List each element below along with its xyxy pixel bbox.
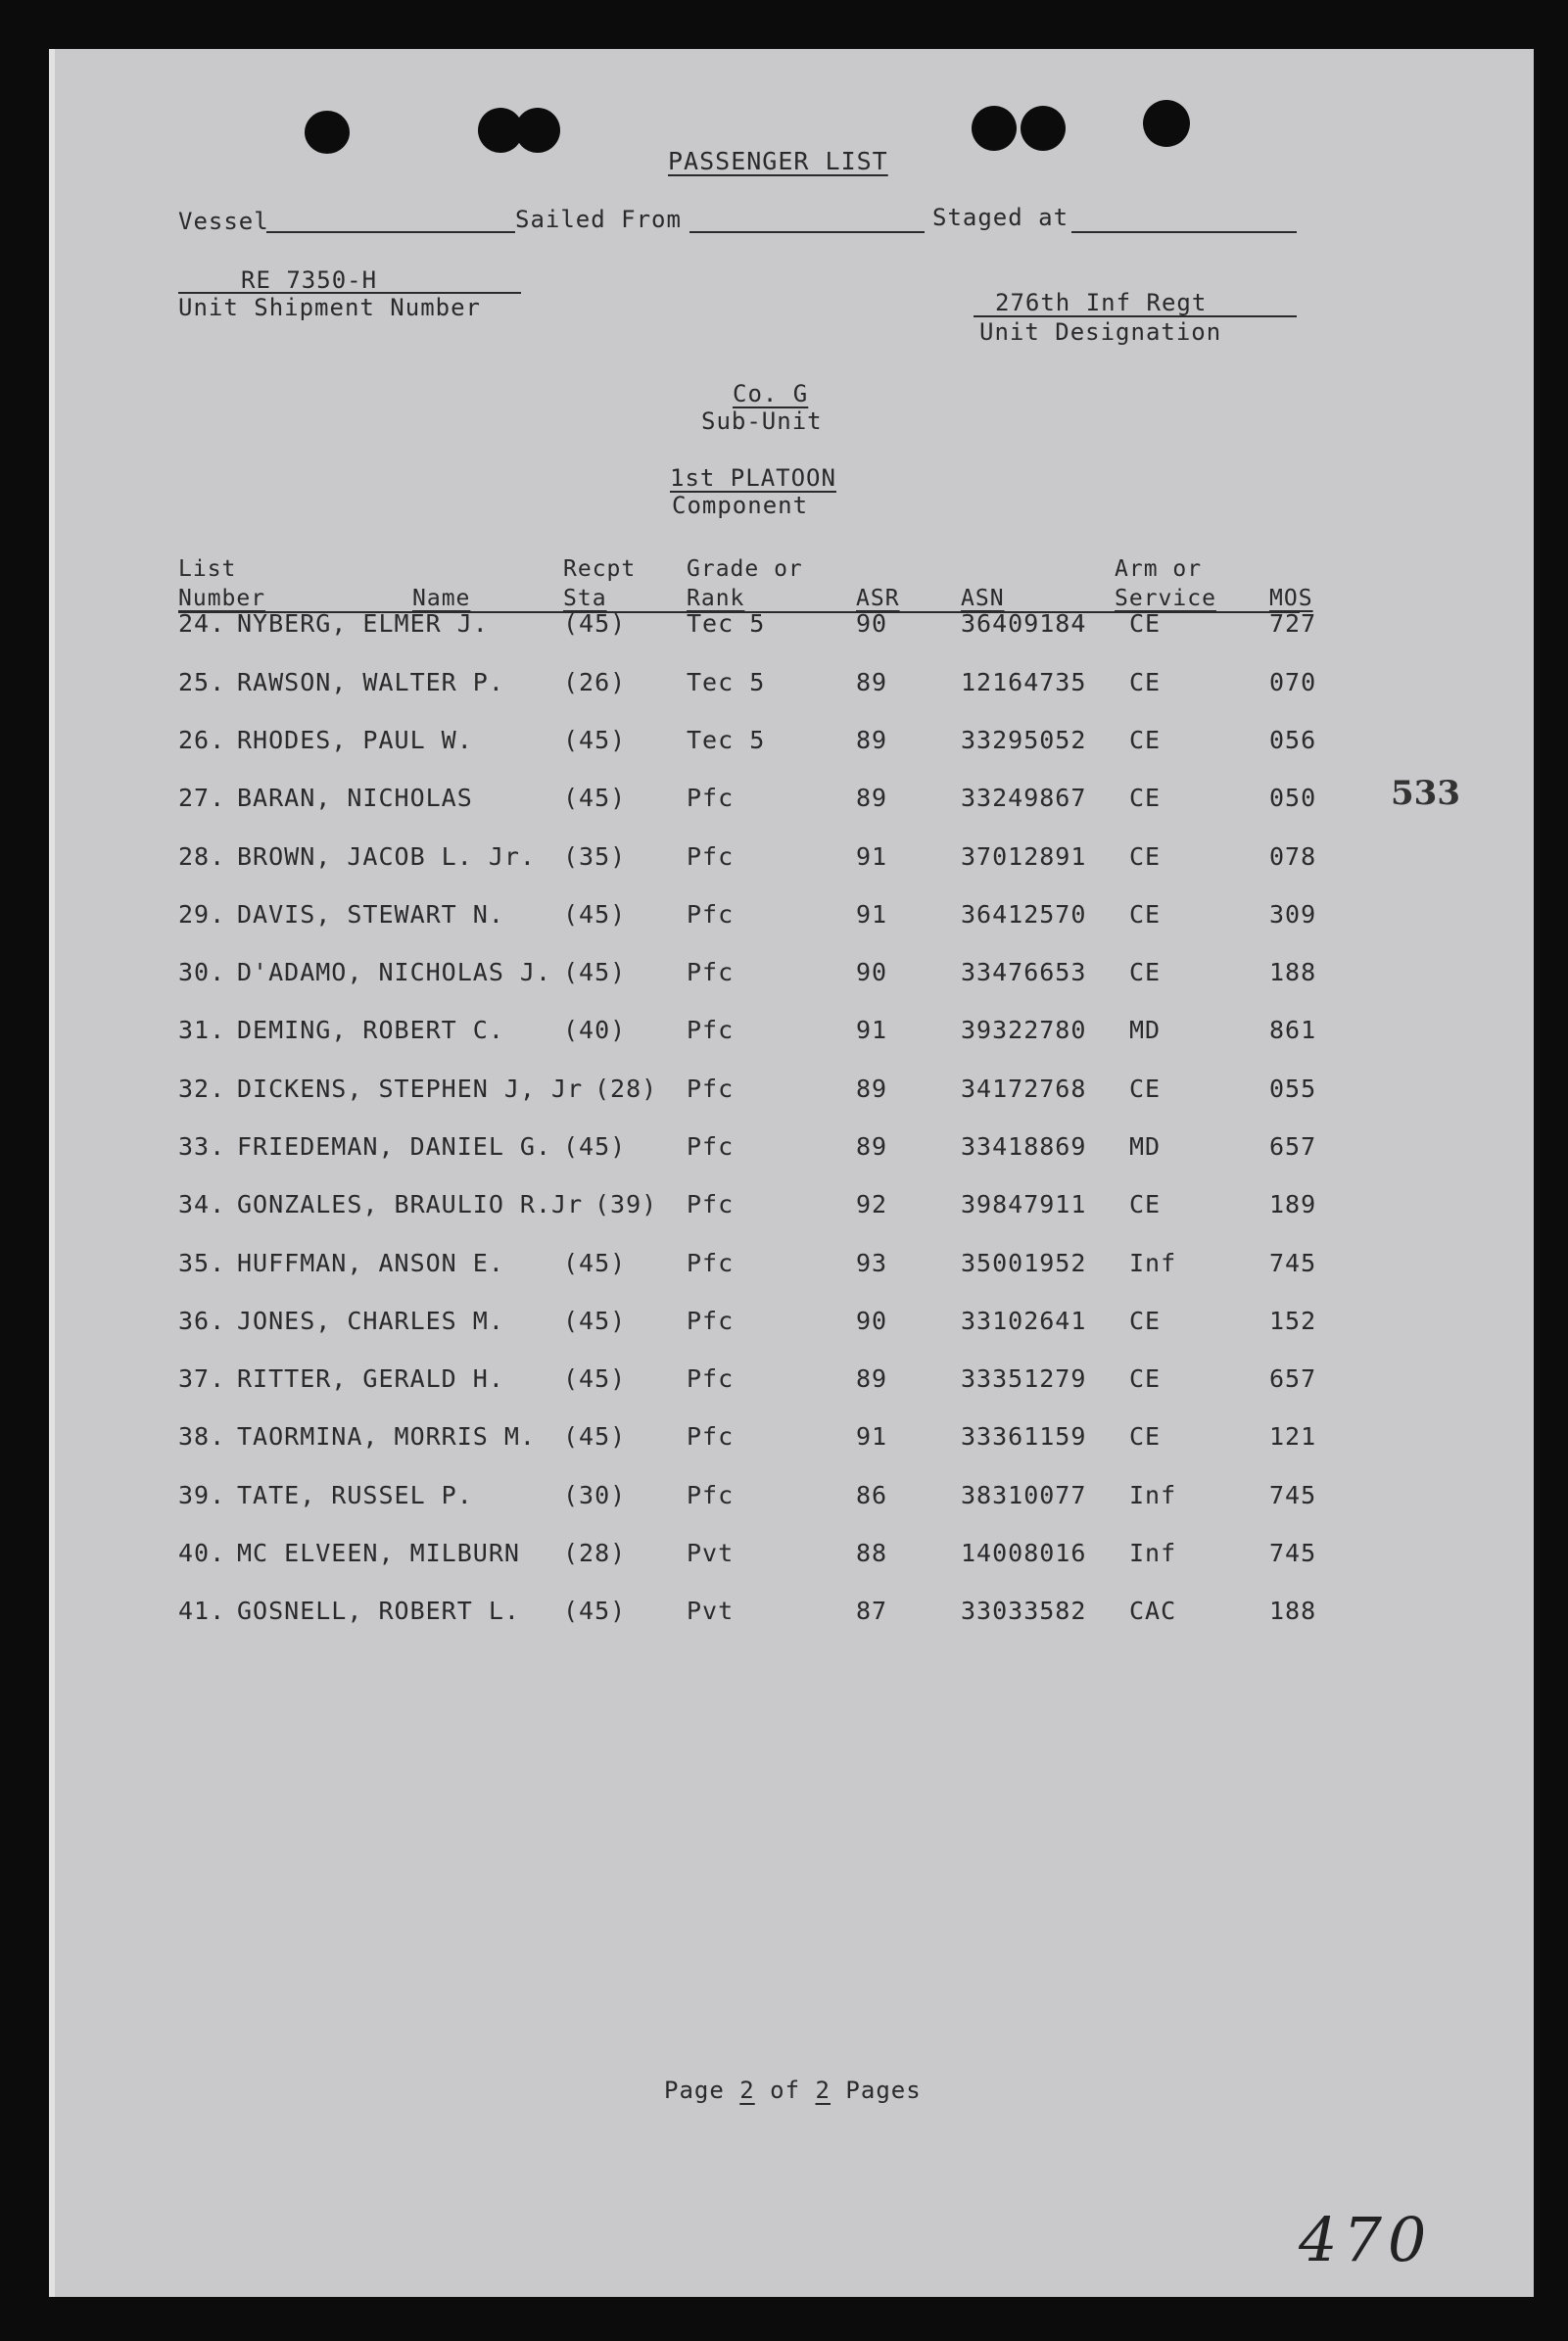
punch-hole-center-b [515,108,560,153]
passenger-name: RAWSON, WALTER P. [237,668,504,696]
mos: 121 [1269,1422,1317,1451]
asn: 33351279 [961,1364,1087,1393]
passenger-name: GOSNELL, ROBERT L. [237,1597,520,1625]
asr: 87 [856,1597,888,1625]
punch-hole-far-right [1143,100,1190,147]
col-grade-line2: Rank [687,586,745,611]
list-number: 33. [178,1132,226,1161]
recpt-sta: (45) [563,1597,627,1625]
asr: 89 [856,784,888,812]
recpt-sta: (45) [563,784,627,812]
col-asr: ASR [856,586,900,611]
mos: 055 [1269,1075,1317,1103]
col-recpt-sta [563,554,636,613]
recpt-sta: (26) [563,668,627,696]
grade: Pfc [687,1422,735,1451]
passenger-name: TAORMINA, MORRIS M. [237,1422,536,1451]
unit-designation-label: Unit Designation [979,318,1222,346]
passenger-name: BROWN, JACOB L. Jr. [237,842,536,871]
grade: Pfc [687,1132,735,1161]
mos: 070 [1269,668,1317,696]
mos: 309 [1269,900,1317,929]
asr: 88 [856,1539,888,1567]
grade: Pfc [687,958,735,986]
asn: 33249867 [961,784,1087,812]
grade: Pfc [687,1481,735,1509]
grade: Tec 5 [687,726,766,754]
mos: 189 [1269,1190,1317,1218]
arm-service: MD [1129,1016,1162,1044]
asn: 14008016 [961,1539,1087,1567]
table-row [55,900,1534,939]
passenger-name: RHODES, PAUL W. [237,726,473,754]
page-current: 2 [739,2077,755,2104]
recpt-sta: (45) [563,900,627,929]
passenger-name: BARAN, NICHOLAS [237,784,473,812]
recpt-sta: (45) [563,1307,627,1335]
archive-stamp-number: 533 [1391,774,1460,813]
unit-designation-line [974,315,1297,317]
table-row [55,1132,1534,1171]
arm-service: Inf [1129,1249,1177,1277]
col-recpt-line1: Recpt [563,556,637,582]
asr: 92 [856,1190,888,1218]
table-row [55,1249,1534,1288]
mos: 078 [1269,842,1317,871]
passenger-name: HUFFMAN, ANSON E. [237,1249,504,1277]
arm-service: CE [1129,1307,1162,1335]
asn: 34172768 [961,1075,1087,1103]
col-list-number [178,554,265,613]
list-number: 25. [178,668,226,696]
asr: 89 [856,1075,888,1103]
table-row [55,958,1534,997]
list-number: 30. [178,958,226,986]
recpt-sta: (45) [563,1132,627,1161]
mos: 745 [1269,1481,1317,1509]
page-total: 2 [815,2077,831,2104]
mos: 188 [1269,1597,1317,1625]
asn: 33033582 [961,1597,1087,1625]
asr: 89 [856,726,888,754]
grade: Pfc [687,1249,735,1277]
arm-service: CE [1129,668,1162,696]
staged-at-blank [1071,231,1297,233]
sub-unit: Co. G [733,380,809,407]
recpt-sta: (45) [563,1249,627,1277]
arm-service: CE [1129,1422,1162,1451]
col-arm-service [1115,554,1216,613]
grade: Pfc [687,1364,735,1393]
grade: Tec 5 [687,668,766,696]
grade: Pfc [687,900,735,929]
col-recpt-line2: Sta [563,586,607,611]
asn: 36409184 [961,609,1087,638]
asr: 93 [856,1249,888,1277]
table-row [55,1422,1534,1461]
asr: 89 [856,1364,888,1393]
col-arm-line1: Arm or [1115,556,1203,582]
list-number: 26. [178,726,226,754]
asr: 90 [856,609,888,638]
recpt-sta: (45) [563,726,627,754]
col-list-number-line2: Number [178,586,266,611]
table-row [55,1481,1534,1520]
mos: 152 [1269,1307,1317,1335]
recpt-sta: (28) [563,1539,627,1567]
mos: 727 [1269,609,1317,638]
list-number: 29. [178,900,226,929]
arm-service: CE [1129,609,1162,638]
passenger-name: DICKENS, STEPHEN J, Jr [237,1075,584,1103]
mos: 056 [1269,726,1317,754]
arm-service: CE [1129,784,1162,812]
col-asn: ASN [961,586,1005,611]
asn: 33102641 [961,1307,1087,1335]
list-number: 31. [178,1016,226,1044]
arm-service: CE [1129,1075,1162,1103]
staged-at-label: Staged at [932,204,1069,231]
list-number: 32. [178,1075,226,1103]
passenger-name: DAVIS, STEWART N. [237,900,504,929]
arm-service: CE [1129,1364,1162,1393]
page-footer-of: of [770,2077,801,2104]
document-page [49,49,1534,2297]
asn: 39847911 [961,1190,1087,1218]
asn: 33361159 [961,1422,1087,1451]
passenger-name: MC ELVEEN, MILBURN [237,1539,520,1567]
table-row [55,1364,1534,1404]
list-number: 40. [178,1539,226,1567]
asn: 12164735 [961,668,1087,696]
shipment-number: RE 7350-H [241,266,378,294]
grade: Pfc [687,784,735,812]
recpt-sta: (30) [563,1481,627,1509]
recpt-sta: (40) [563,1016,627,1044]
col-name: Name [412,586,471,611]
recpt-sta: (45) [563,1364,627,1393]
list-number: 36. [178,1307,226,1335]
table-row [55,726,1534,765]
unit-designation: 276th Inf Regt [995,289,1208,316]
recpt-sta: (45) [563,1422,627,1451]
punch-hole-left [305,111,350,154]
arm-service: CE [1129,1190,1162,1218]
asr: 91 [856,842,888,871]
asn: 33476653 [961,958,1087,986]
asn: 36412570 [961,900,1087,929]
asr: 90 [856,958,888,986]
sailed-from-label: Sailed From [515,206,682,233]
grade: Pfc [687,1190,735,1218]
col-mos: MOS [1269,586,1313,611]
passenger-name: TATE, RUSSEL P. [237,1481,473,1509]
passenger-name: NYBERG, ELMER J. [237,609,489,638]
recpt-sta: (35) [563,842,627,871]
mos: 657 [1269,1364,1317,1393]
asr: 91 [856,1016,888,1044]
arm-service: CAC [1129,1597,1177,1625]
mos: 861 [1269,1016,1317,1044]
arm-service: CE [1129,726,1162,754]
col-list-number-line1: List [178,556,237,582]
list-number: 28. [178,842,226,871]
col-arm-line2: Service [1115,586,1216,611]
passenger-name: RITTER, GERALD H. [237,1364,504,1393]
mos: 188 [1269,958,1317,986]
grade: Pfc [687,1307,735,1335]
grade: Pvt [687,1597,735,1625]
punch-hole-right-b [1021,106,1066,151]
list-number: 38. [178,1422,226,1451]
page-footer-suffix: Pages [845,2077,922,2104]
component: 1st PLATOON [670,464,836,492]
asr: 91 [856,900,888,929]
page-title: PASSENGER LIST [668,147,888,175]
asn: 35001952 [961,1249,1087,1277]
list-number: 37. [178,1364,226,1393]
grade: Pvt [687,1539,735,1567]
table-row [55,1190,1534,1229]
vessel-label: Vessel [178,208,269,235]
table-row [55,784,1534,823]
table-row [55,609,1534,648]
table-row [55,1539,1534,1578]
col-grade [687,554,803,613]
col-grade-line1: Grade or [687,556,803,582]
grade: Pfc [687,1016,735,1044]
mos: 745 [1269,1539,1317,1567]
recpt-sta: (45) [563,609,627,638]
asn: 39322780 [961,1016,1087,1044]
asr: 90 [856,1307,888,1335]
passenger-name: FRIEDEMAN, DANIEL G. [237,1132,552,1161]
recpt-sta: (28) [594,1075,658,1103]
grade: Tec 5 [687,609,766,638]
passenger-name: GONZALES, BRAULIO R.Jr [237,1190,584,1218]
list-number: 41. [178,1597,226,1625]
component-label: Component [672,492,809,519]
sailed-from-blank [689,231,925,233]
arm-service: CE [1129,900,1162,929]
list-number: 39. [178,1481,226,1509]
mos: 745 [1269,1249,1317,1277]
passenger-name: JONES, CHARLES M. [237,1307,504,1335]
asr: 89 [856,668,888,696]
list-number: 34. [178,1190,226,1218]
asn: 37012891 [961,842,1087,871]
page-footer-prefix: Page [664,2077,725,2104]
passenger-name: DEMING, ROBERT C. [237,1016,504,1044]
table-row [55,842,1534,882]
punch-hole-right-a [972,106,1017,151]
grade: Pfc [687,842,735,871]
table-row [55,1307,1534,1346]
vessel-blank [266,231,515,233]
asn: 33295052 [961,726,1087,754]
asn: 38310077 [961,1481,1087,1509]
table-row [55,1597,1534,1636]
mos: 050 [1269,784,1317,812]
asr: 91 [856,1422,888,1451]
passenger-name: D'ADAMO, NICHOLAS J. [237,958,552,986]
asr: 89 [856,1132,888,1161]
page-footer [664,2077,922,2104]
arm-service: MD [1129,1132,1162,1161]
arm-service: Inf [1129,1481,1177,1509]
shipment-number-label: Unit Shipment Number [178,294,481,321]
recpt-sta: (39) [594,1190,658,1218]
sub-unit-label: Sub-Unit [701,407,823,435]
arm-service: CE [1129,958,1162,986]
grade: Pfc [687,1075,735,1103]
table-row [55,1075,1534,1114]
table-row [55,668,1534,707]
asr: 86 [856,1481,888,1509]
list-number: 27. [178,784,226,812]
arm-service: Inf [1129,1539,1177,1567]
list-number: 24. [178,609,226,638]
recpt-sta: (45) [563,958,627,986]
arm-service: CE [1129,842,1162,871]
list-number: 35. [178,1249,226,1277]
asn: 33418869 [961,1132,1087,1161]
table-row [55,1016,1534,1055]
handwritten-number: 470 [1299,2204,1433,2275]
mos: 657 [1269,1132,1317,1161]
